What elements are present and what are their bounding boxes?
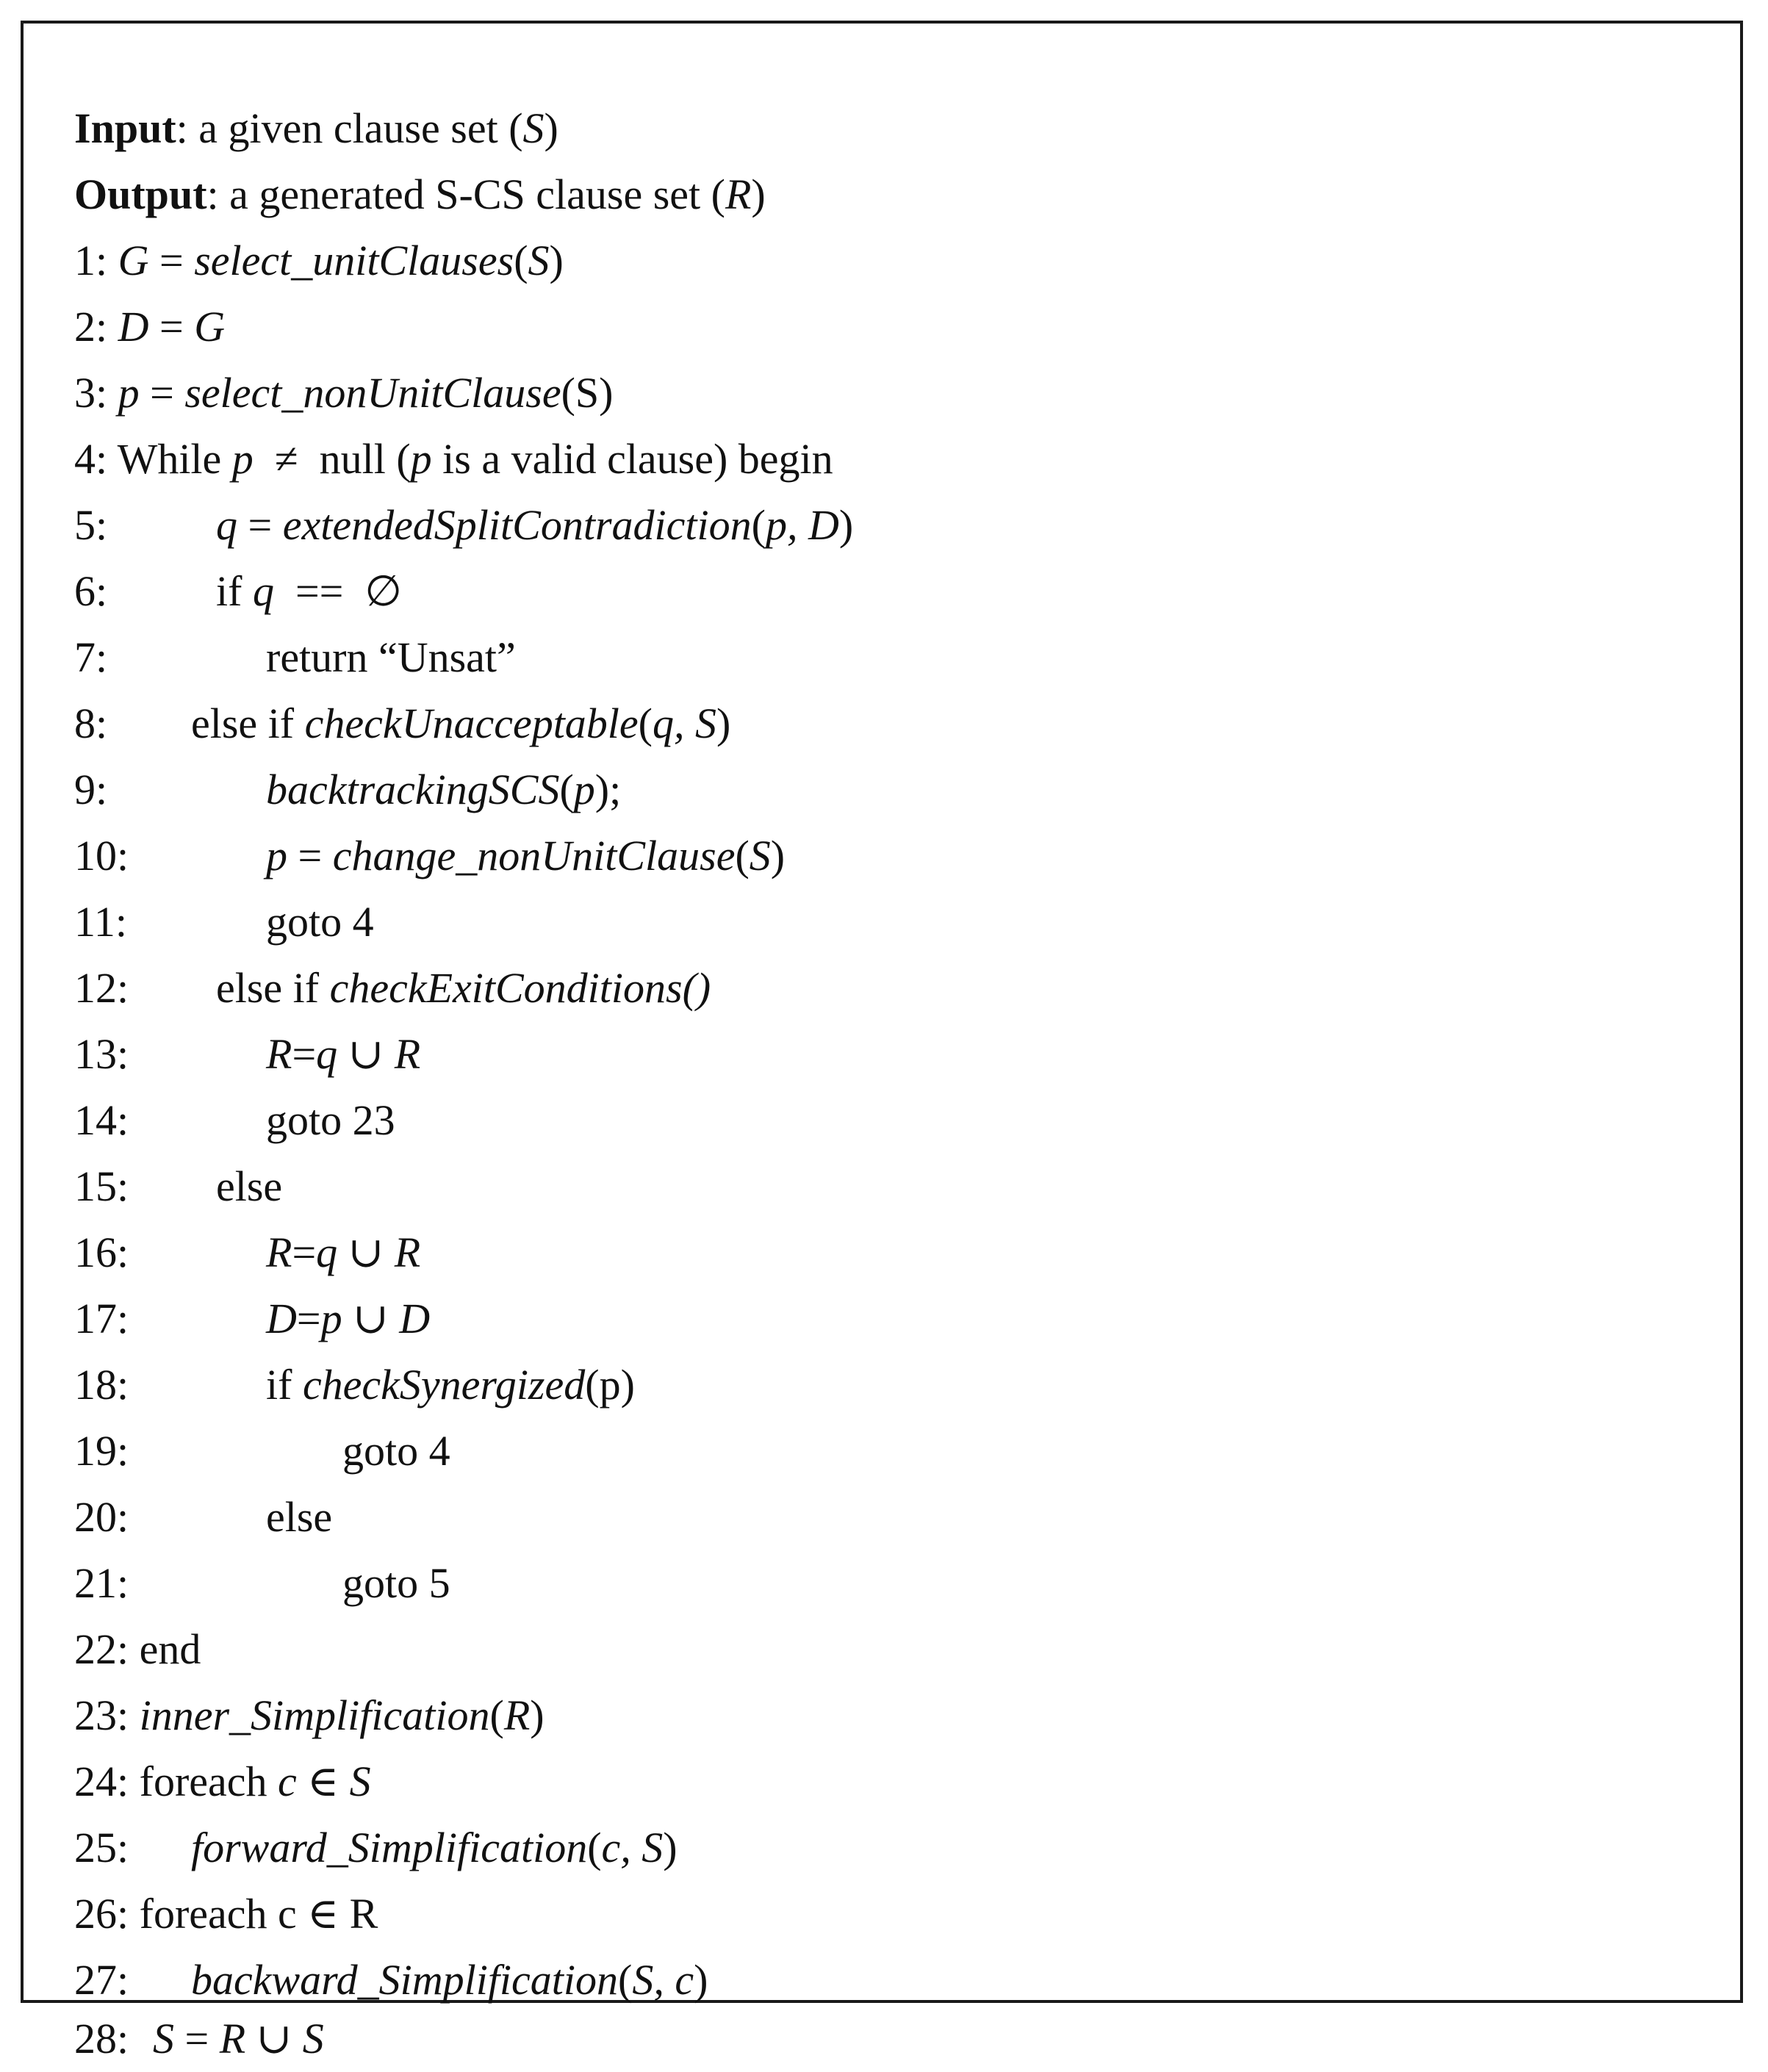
line-part: R [394, 1229, 421, 1276]
line-part: R [266, 1229, 292, 1276]
line-part: checkExitConditions() [329, 964, 711, 1012]
code-line-22 [53, 1550, 201, 1673]
line-part: else if [191, 699, 305, 747]
line-part: R [266, 1030, 292, 1078]
line-number: 3: [74, 369, 108, 417]
line-number: 16: [74, 1229, 129, 1276]
line-number: 26: [74, 1890, 129, 1938]
code-line-1 [53, 162, 564, 284]
line-part: checkUnacceptable [304, 699, 639, 747]
line-number: 14: [74, 1096, 129, 1144]
code-line-15 [53, 1087, 283, 1210]
input-close: ) [544, 104, 558, 152]
line-part: R [503, 1691, 531, 1739]
line-part: ) [530, 1691, 545, 1739]
line-part: = [292, 1229, 317, 1276]
line-part: else [266, 1493, 333, 1541]
line-part: ( [514, 237, 528, 284]
output-label: Output [74, 170, 207, 218]
code-line-4 [53, 360, 833, 483]
line-number: 27: [74, 1956, 129, 2004]
line-part: S [349, 1758, 371, 1805]
input-var: S [522, 104, 545, 152]
line-part: ∈ [296, 1758, 350, 1805]
line-number: 28: [74, 2015, 129, 2062]
line-part: q [316, 1030, 338, 1078]
output-line [53, 96, 766, 218]
line-part: ≠ null ( [253, 435, 411, 483]
line-number: 8: [74, 699, 108, 747]
line-part: ( [638, 699, 653, 747]
line-part: ∪ [342, 1295, 400, 1342]
line-part: p [231, 435, 254, 483]
line-part: ) [770, 832, 786, 879]
line-part: goto 4 [266, 898, 374, 946]
line-part: p [410, 435, 432, 483]
line-part: foreach c ∈ R [139, 1890, 378, 1938]
line-part: p [320, 1295, 342, 1342]
line-part: D [118, 303, 149, 350]
code-line-11 [53, 823, 374, 946]
line-part: ( [587, 1824, 602, 1871]
line-part: ∪ [337, 1229, 395, 1276]
line-part: = [148, 303, 195, 350]
line-part: ( [559, 766, 574, 813]
line-part: is a valid clause) begin [431, 435, 833, 483]
line-part: backward_Simplification [191, 1956, 619, 2004]
line-part: ( [618, 1956, 633, 2004]
line-part: else [216, 1162, 283, 1210]
line-part: = [287, 832, 333, 879]
line-part: G [118, 237, 149, 284]
line-number: 2: [74, 303, 108, 350]
line-part: foreach [139, 1758, 278, 1805]
line-part: ); [594, 766, 622, 813]
line-number: 15: [74, 1162, 129, 1210]
line-part: checkSynergized [302, 1361, 586, 1409]
line-part: S [528, 237, 550, 284]
line-number: 21: [74, 1559, 129, 1607]
line-part: = [292, 1030, 317, 1078]
line-part: select_nonUnitClause [184, 369, 561, 417]
input-text: : a given clause set ( [176, 104, 523, 152]
line-part: goto 5 [342, 1559, 450, 1607]
line-part: backtrackingSCS [266, 766, 560, 813]
output-var: R [725, 170, 752, 218]
line-part: S [749, 832, 771, 879]
line-part: D [399, 1295, 431, 1342]
line-part: == ∅ [273, 567, 402, 615]
line-part: q [316, 1229, 338, 1276]
line-number: 18: [74, 1361, 129, 1409]
line-number: 11: [74, 898, 127, 946]
line-part: if [266, 1361, 303, 1409]
line-part: forward_Simplification [191, 1824, 588, 1871]
line-number: 17: [74, 1295, 129, 1342]
output-text: : a generated S-CS clause set ( [206, 170, 725, 218]
line-number: 25: [74, 1824, 129, 1871]
line-part: (p) [585, 1361, 635, 1409]
line-number: 23: [74, 1691, 129, 1739]
line-part: change_nonUnitClause [332, 832, 736, 879]
line-number: 19: [74, 1427, 129, 1475]
line-part: ( [735, 832, 750, 879]
line-part: G [194, 303, 226, 350]
line-part: extendedSplitContradiction [282, 501, 752, 549]
code-line-6 [53, 492, 402, 615]
line-part: While [117, 435, 232, 483]
line-part: D [266, 1295, 297, 1342]
line-part: inner_Simplification [139, 1691, 490, 1739]
line-number: 12: [74, 964, 129, 1012]
line-part: select_unitClauses [194, 237, 514, 284]
line-part: = [139, 369, 185, 417]
line-number: 4: [74, 435, 108, 483]
line-part: (S) [561, 369, 614, 417]
line-part: ) [716, 699, 731, 747]
line-part: ) [694, 1956, 708, 2004]
line-part: return “Unsat” [266, 633, 516, 681]
line-part: ) [838, 501, 854, 549]
line-part: = [296, 1295, 321, 1342]
line-number: 20: [74, 1493, 129, 1541]
line-part: q, S [653, 699, 716, 747]
line-part: S [302, 2015, 324, 2062]
line-part: ( [751, 501, 766, 549]
code-line-23 [53, 1616, 545, 1739]
line-part: p [573, 766, 595, 813]
code-line-17 [53, 1220, 431, 1342]
line-number: 7: [74, 633, 108, 681]
line-part: ) [663, 1824, 678, 1871]
line-part: ∪ [245, 2015, 303, 2062]
line-number: 24: [74, 1758, 129, 1805]
line-part: ( [489, 1691, 504, 1739]
input-line [53, 29, 558, 152]
line-part: = [148, 237, 195, 284]
code-line-2 [53, 228, 226, 350]
line-part: ∪ [337, 1030, 395, 1078]
line-part: = [237, 501, 283, 549]
line-part: S, c [632, 1956, 694, 2004]
line-part: = [174, 2015, 220, 2062]
line-number: 9: [74, 766, 108, 813]
line-number: 6: [74, 567, 108, 615]
input-label: Input [74, 104, 176, 152]
line-part: ) [549, 237, 564, 284]
code-line-18 [53, 1286, 635, 1409]
line-number: 10: [74, 832, 129, 879]
code-line-28 [53, 1940, 324, 2062]
line-number: 13: [74, 1030, 129, 1078]
line-number: 5: [74, 501, 108, 549]
line-part: q [216, 501, 237, 549]
line-part: c [277, 1758, 297, 1805]
line-part: end [139, 1625, 201, 1673]
code-line-3 [53, 294, 614, 417]
line-part: R [219, 2015, 246, 2062]
line-number: 1: [74, 237, 108, 284]
line-part: p [118, 369, 140, 417]
output-close: ) [751, 170, 766, 218]
line-number: 22: [74, 1625, 129, 1673]
line-part: q [252, 567, 274, 615]
line-part: R [394, 1030, 421, 1078]
code-line-26 [53, 1815, 378, 1938]
line-part: if [216, 567, 253, 615]
line-part: c, S [601, 1824, 664, 1871]
line-part: goto 4 [342, 1427, 450, 1475]
line-part: p [266, 832, 287, 879]
line-part: else if [216, 964, 330, 1012]
code-line-24 [53, 1683, 371, 1805]
line-part: goto 23 [266, 1096, 395, 1144]
code-line-20 [53, 1418, 333, 1541]
line-part: p, D [765, 501, 839, 549]
line-part: S [153, 2015, 174, 2062]
code-line-14 [53, 1021, 395, 1144]
